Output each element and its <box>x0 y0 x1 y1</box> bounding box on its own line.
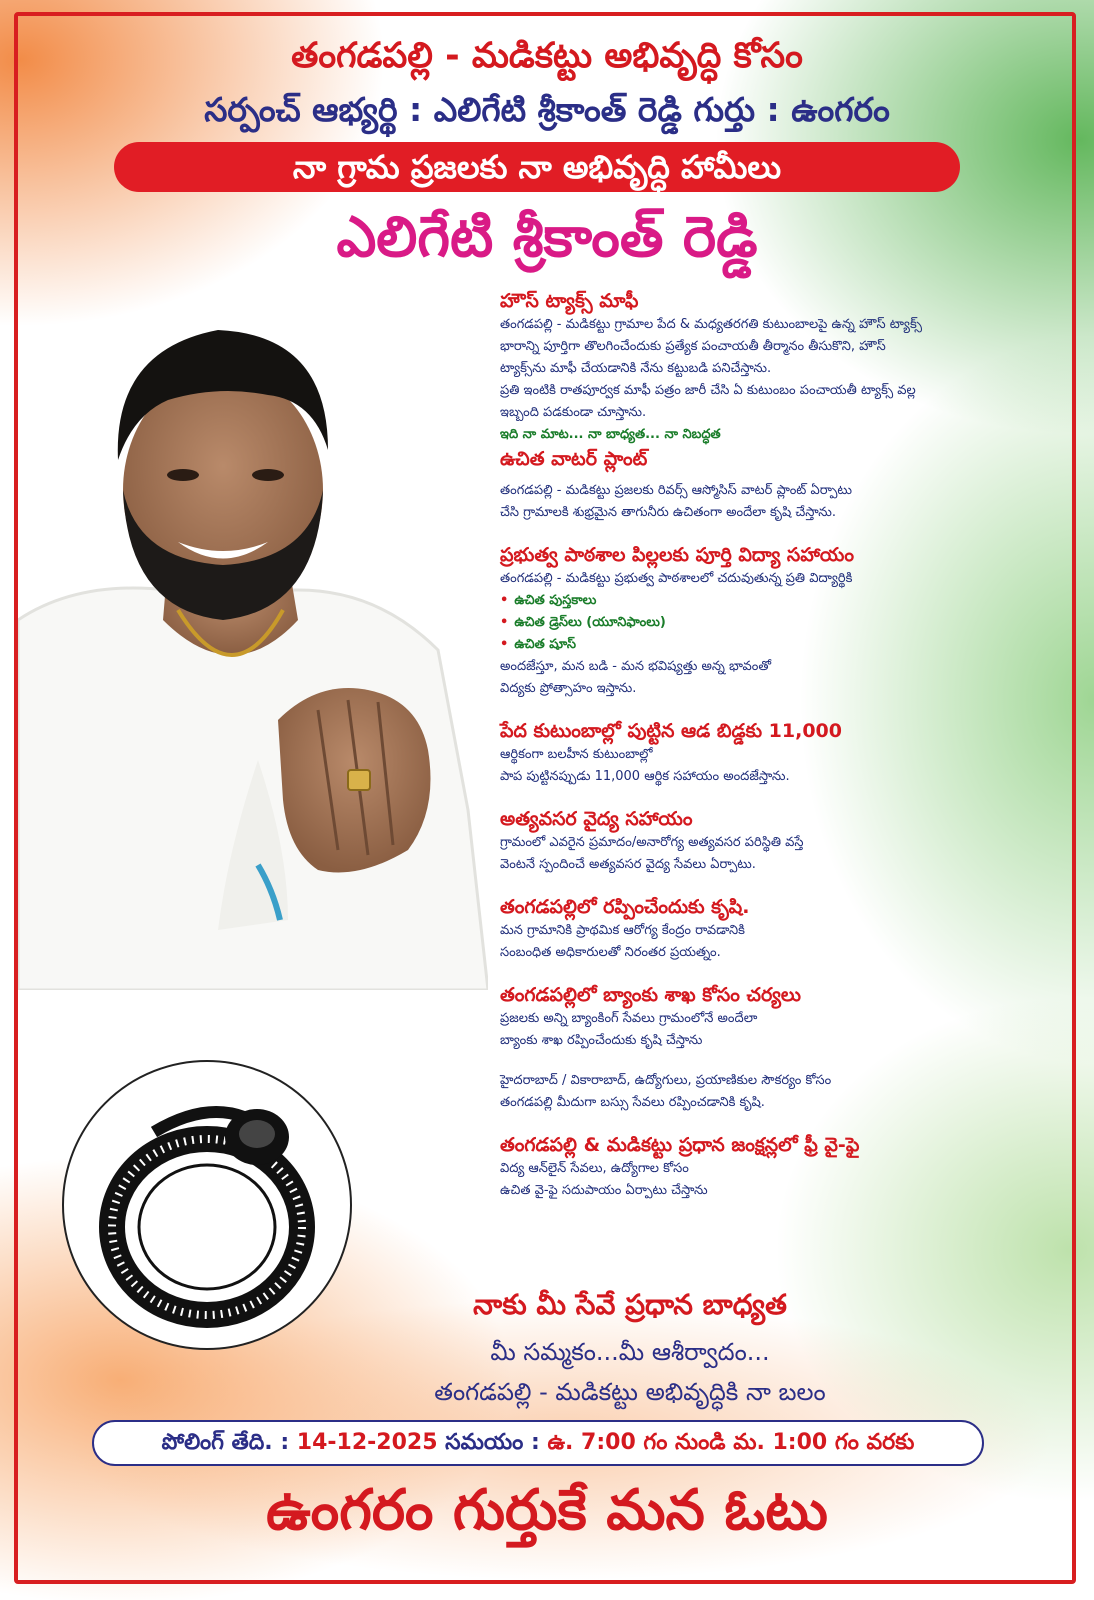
promise-text: పాప పుట్టినప్పుడు 11,000 ఆర్థిక సహాయం అందజేస్తాను. <box>500 769 790 784</box>
promise-text: వెంటనే స్పందించే అత్యవసర వైద్య సేవలు ఏర్పాటు. <box>500 857 756 872</box>
promise-text: బ్యాంకు శాఖ రప్పించేందుకు కృషి చేస్తాను <box>500 1033 703 1048</box>
promise-text: ఆర్థికంగా బలహీన కుటుంబాల్లో <box>500 747 653 762</box>
polling-time: ఉ. 7:00 గం నుండి మ. 1:00 గం వరకు <box>547 1430 915 1455</box>
promise-text: ప్రతి ఇంటికి రాతపూర్వక మాఫీ పత్రం జారీ చేసి ఏ కుటుంబం పంచాయతీ ట్యాక్స్ వల్ల <box>500 383 916 398</box>
promise-text: ప్రజలకు అన్ని బ్యాంకింగ్ సేవలు గ్రామంలోనే అందేలా <box>500 1011 758 1026</box>
promise-text: తంగడపల్లి - మడికట్టు గ్రామాల పేద & మధ్యతరగతి కుటుంబాలపై ఉన్న హౌస్ ట్యాక్స్ <box>500 317 923 332</box>
promise-heading: ప్రభుత్వ పాఠశాల పిల్లలకు పూర్తి విద్యా సహాయం <box>500 544 854 566</box>
promise-heading: తంగడపల్లిలో రప్పించేందుకు కృషి. <box>500 896 750 918</box>
closing-line: తంగడపల్లి - మడికట్టు అభివృద్ధికి నా బలం <box>434 1378 826 1406</box>
candidate-name: ఎలిగేటి శ్రీకాంత్ రెడ్డి <box>336 205 758 270</box>
candidate-photo <box>18 290 488 990</box>
promise-heading: పేద కుటుంబాల్లో పుట్టిన ఆడ బిడ్డకు 11,000 <box>500 720 842 742</box>
poster-title: తంగడపల్లి - మడికట్టు అభివృద్ధి కోసం <box>291 36 803 76</box>
promise-bullet: • ఉచిత షూస్ <box>500 634 1060 656</box>
promise-text: తంగడపల్లి - మడికట్టు ప్రజలకు రివర్స్ ఆస్మోసిస్ వాటర్ ప్లాంట్ ఏర్పాటు <box>500 483 852 498</box>
promise-text: ట్యాక్స్‌ను మాఫీ చేయడానికి నేను కట్టుబడి పనిచేస్తాను. <box>500 361 772 376</box>
promise-text: మన గ్రామానికి ప్రాథమిక ఆరోగ్య కేంద్రం రావడానికి <box>500 923 745 938</box>
closing-heading: నాకు మీ సేవే ప్రధాన బాధ్యత <box>473 1288 787 1321</box>
vote-slogan: ఉంగరం గుర్తుకే మన ఓటు <box>266 1478 828 1543</box>
polling-date-label: పోలింగ్ తేది. : <box>161 1430 297 1455</box>
promise-text: సంబంధిత అధికారులతో నిరంతర ప్రయత్నం. <box>500 945 721 960</box>
polling-time-label: సమయం : <box>437 1430 548 1455</box>
closing-line: మీ సమ్మకం...మీ ఆశీర్వాదం... <box>490 1338 770 1366</box>
candidate-subtitle: సర్పంచ్ ఆభ్యర్థి : ఎలిగేటి శ్రీకాంత్ రెడ్డి గుర్తు : ఉంగరం <box>204 90 890 129</box>
promise-banner: నా గ్రామ ప్రజలకు నా అభివృద్ధి హామీలు <box>114 142 960 192</box>
promise-bullet: • ఉచిత పుస్తకాలు <box>500 590 1060 612</box>
polling-date: 14-12-2025 <box>296 1430 438 1455</box>
promise-heading: అత్యవసర వైద్య సహాయం <box>500 808 693 830</box>
promise-text: ఇబ్బంది పడకుండా చూస్తాను. <box>500 405 647 420</box>
promise-text: తంగడపల్లి - మడికట్టు ప్రభుత్వ పాఠశాలలో చదువుతున్న ప్రతి విద్యార్థికి <box>500 571 853 586</box>
promise-heading: ఉచిత వాటర్ ప్లాంట్ <box>500 448 648 470</box>
promise-text: ఉచిత వై-ఫై సదుపాయం ఏర్పాటు చేస్తాను <box>500 1183 708 1198</box>
promise-text: తంగడపల్లి మీదుగా బస్సు సేవలు రప్పించడానికి కృషి. <box>500 1095 765 1110</box>
promise-bullet: • ఉచిత డ్రెస్‌లు (యూనిఫాంలు) <box>500 612 1060 634</box>
polling-info <box>92 1420 984 1466</box>
promise-heading: తంగడపల్లి & మడికట్టు ప్రధాన జంక్షన్లలో ఫ్రీ వై-ఫై <box>500 1134 860 1156</box>
promise-tagline: ఇది నా మాట... నా బాధ్యత... నా నిబద్ధత <box>500 427 721 442</box>
promise-text: అందజేస్తూ, మన బడి - మన భవిష్యత్తు అన్న భావంతో <box>500 659 772 674</box>
promise-text: భారాన్ని పూర్తిగా తొలగించేందుకు ప్రత్యేక పంచాయతీ తీర్మానం తీసుకొని, హౌస్ <box>500 339 886 354</box>
promise-heading: తంగడపల్లిలో బ్యాంకు శాఖ కోసం చర్యలు <box>500 984 801 1006</box>
promise-text: గ్రామంలో ఎవరైన ప్రమాదం/అనారోగ్య అత్యవసర పరిస్థితి వస్తే <box>500 835 804 850</box>
promise-heading: హౌస్ ట్యాక్స్ మాఫీ <box>500 290 639 312</box>
promise-text: హైదరాబాద్ / వికారాబాద్, ఉద్యోగులు, ప్రయాణికుల సౌకర్యం కోసం <box>500 1073 832 1088</box>
promise-text: విద్యకు ప్రోత్సాహం ఇస్తాను. <box>500 681 637 696</box>
promises-list <box>500 288 1060 1202</box>
promise-text: చేసి గ్రామాలకి శుభ్రమైన తాగునీరు ఉచితంగా అందేలా కృషి చేస్తాను. <box>500 505 837 520</box>
promise-text: విద్య ఆన్‌లైన్ సేవలు, ఉద్యోగాల కోసం <box>500 1161 689 1176</box>
